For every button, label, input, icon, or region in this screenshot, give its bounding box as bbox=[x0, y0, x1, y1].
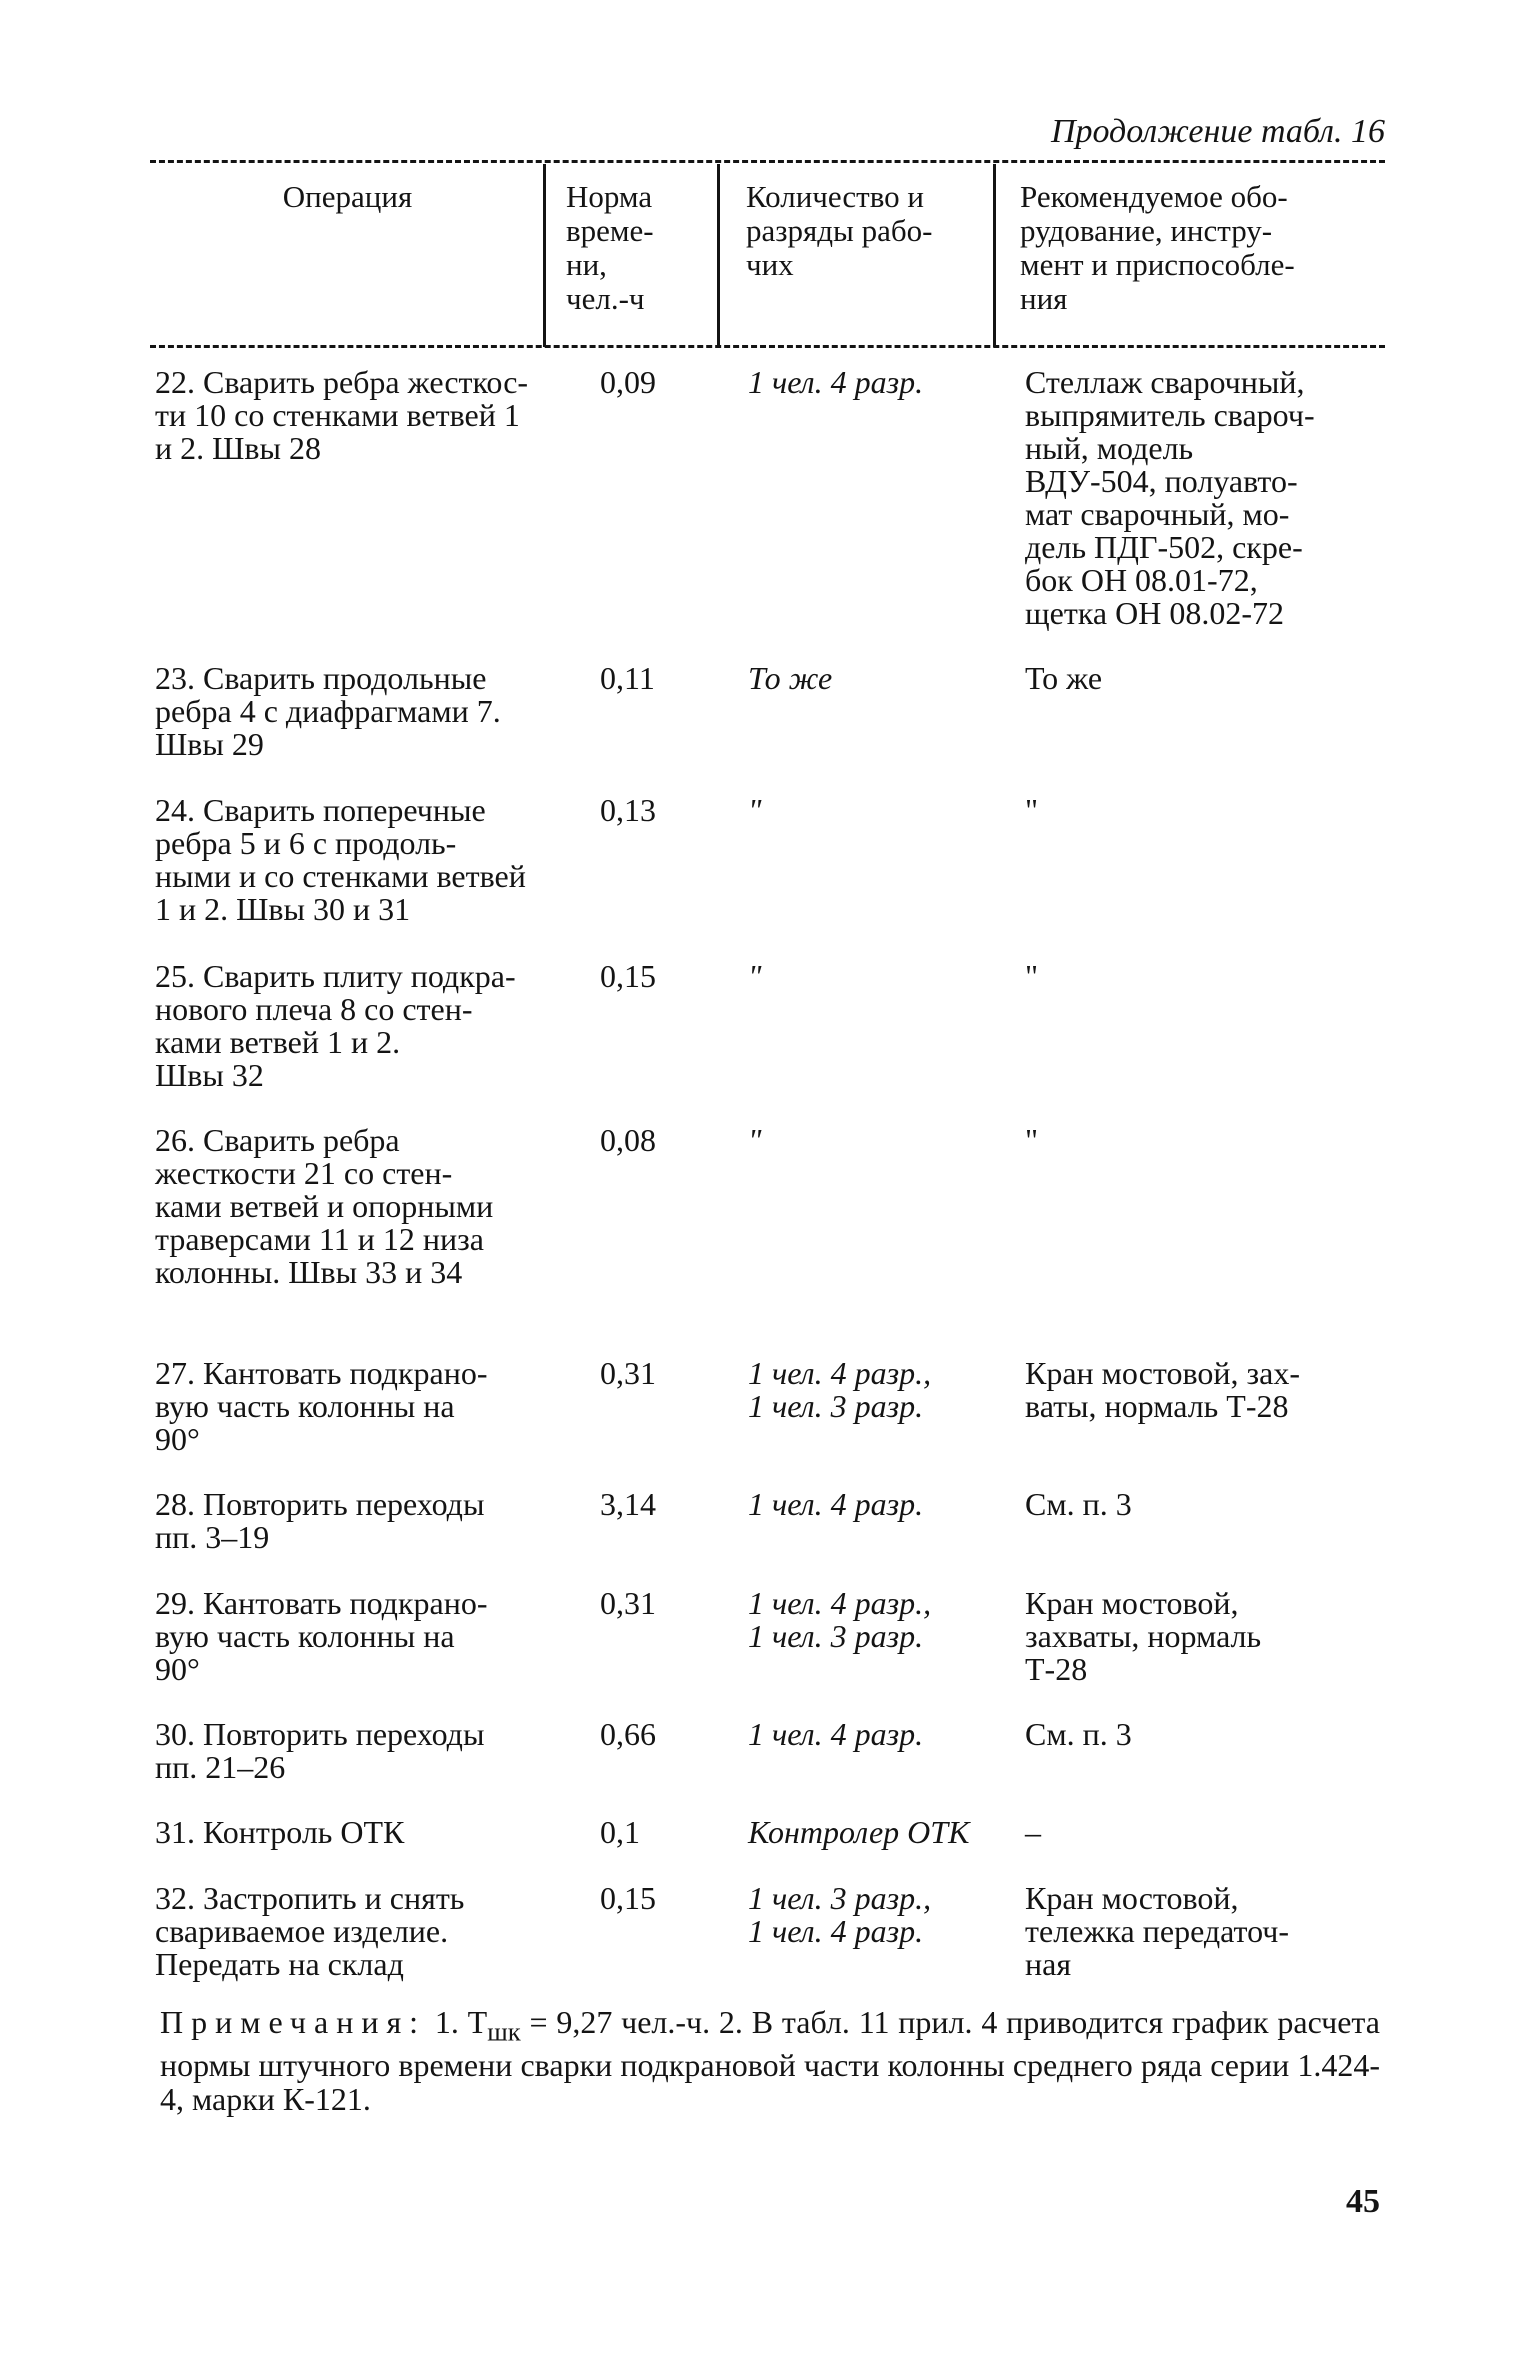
equipment-cell: " bbox=[1025, 1122, 1039, 1158]
table-notes bbox=[160, 2005, 1380, 2116]
workers-cell: Контролер ОТК bbox=[748, 1814, 970, 1850]
header-divider bbox=[993, 164, 996, 347]
operation-cell: 29. Кантовать подкрано- вую часть колонны на 90° bbox=[155, 1585, 488, 1687]
workers-cell: " bbox=[748, 958, 762, 994]
operation-cell: 31. Контроль ОТК bbox=[155, 1814, 405, 1850]
equipment-cell: Стеллаж сварочный, выпрямитель свароч- ный, модель ВДУ-504, полуавто- мат сварочный, мо- дель ПДГ-502, скре- бок ОН 08.01-72, щетка ОН 08.02-72 bbox=[1025, 364, 1315, 631]
page-number: 45 bbox=[1346, 2183, 1380, 2220]
norm-cell: 0,31 bbox=[600, 1585, 656, 1621]
equipment-cell: " bbox=[1025, 792, 1039, 828]
workers-cell: 1 чел. 3 разр., 1 чел. 4 разр. bbox=[748, 1880, 932, 1949]
workers-cell: " bbox=[748, 1122, 762, 1158]
operation-cell: 32. Застропить и снять свариваемое изделие. Передать на склад bbox=[155, 1880, 465, 1982]
equipment-cell: См. п. 3 bbox=[1025, 1716, 1132, 1752]
notes-label: Примечания: bbox=[160, 2004, 427, 2040]
operation-cell: 27. Кантовать подкрано- вую часть колонны на 90° bbox=[155, 1355, 488, 1457]
equipment-cell: Кран мостовой, тележка передаточ- ная bbox=[1025, 1880, 1289, 1982]
norm-cell: 0,1 bbox=[600, 1814, 640, 1850]
equipment-cell: Кран мостовой, захваты, нормаль Т-28 bbox=[1025, 1585, 1262, 1687]
notes-subscript: шк bbox=[487, 2016, 521, 2047]
operation-cell: 23. Сварить продольные ребра 4 с диафрагмами 7. Швы 29 bbox=[155, 660, 501, 762]
norm-cell: 0,66 bbox=[600, 1716, 656, 1752]
operation-cell: 25. Сварить плиту подкра- нового плеча 8 со стен- ками ветвей 1 и 2. Швы 32 bbox=[155, 958, 516, 1093]
header-divider bbox=[543, 164, 546, 347]
header-bottom-rule bbox=[150, 345, 1385, 348]
norm-cell: 0,11 bbox=[600, 660, 655, 696]
norm-cell: 3,14 bbox=[600, 1486, 656, 1522]
norm-cell: 0,13 bbox=[600, 792, 656, 828]
equipment-cell: " bbox=[1025, 958, 1039, 994]
equipment-cell: Кран мостовой, зах- ваты, нормаль Т-28 bbox=[1025, 1355, 1300, 1424]
workers-cell: 1 чел. 4 разр. bbox=[748, 1486, 924, 1522]
header-equipment: Рекомендуемое обо- рудование, инстру- мент и приспособле- ния bbox=[1020, 179, 1295, 316]
notes-text: = 9,27 чел.-ч. 2. В табл. 11 прил. 4 приводится график расчета нормы штучного времени сварки подкрановой части колонны среднего ряда серии 1.424-4, марки К-121. bbox=[160, 2004, 1380, 2118]
workers-cell: " bbox=[748, 792, 762, 828]
norm-cell: 0,31 bbox=[600, 1355, 656, 1391]
workers-cell: 1 чел. 4 разр. bbox=[748, 1716, 924, 1752]
table-continuation-caption: Продолжение табл. 16 bbox=[1050, 113, 1385, 150]
header-divider bbox=[717, 164, 720, 347]
equipment-cell: См. п. 3 bbox=[1025, 1486, 1132, 1522]
operation-cell: 26. Сварить ребра жесткости 21 со стен- ками ветвей и опорными траверсами 11 и 12 низа колонны. Швы 33 и 34 bbox=[155, 1122, 494, 1290]
workers-cell: То же bbox=[748, 660, 833, 696]
header-workers: Количество и разряды рабо- чих bbox=[746, 179, 933, 282]
operation-cell: 24. Сварить поперечные ребра 5 и 6 с продоль- ными и со стенками ветвей 1 и 2. Швы 30 и 31 bbox=[155, 792, 526, 927]
operation-cell: 30. Повторить переходы пп. 21–26 bbox=[155, 1716, 485, 1785]
equipment-cell: – bbox=[1025, 1814, 1041, 1850]
header-top-rule bbox=[150, 160, 1385, 163]
workers-cell: 1 чел. 4 разр., 1 чел. 3 разр. bbox=[748, 1585, 932, 1654]
equipment-cell: То же bbox=[1025, 660, 1103, 696]
norm-cell: 0,08 bbox=[600, 1122, 656, 1158]
workers-cell: 1 чел. 4 разр. bbox=[748, 364, 924, 400]
header-operation: Операция bbox=[282, 179, 413, 214]
header-norm: Норма време- ни, чел.-ч bbox=[566, 179, 654, 316]
norm-cell: 0,15 bbox=[600, 958, 656, 994]
operation-cell: 28. Повторить переходы пп. 3–19 bbox=[155, 1486, 485, 1555]
operation-cell: 22. Сварить ребра жесткос- ти 10 со стенками ветвей 1 и 2. Швы 28 bbox=[155, 364, 529, 466]
workers-cell: 1 чел. 4 разр., 1 чел. 3 разр. bbox=[748, 1355, 932, 1424]
norm-cell: 0,15 bbox=[600, 1880, 656, 1916]
norm-cell: 0,09 bbox=[600, 364, 656, 400]
notes-text: 1. Т bbox=[426, 2004, 488, 2040]
